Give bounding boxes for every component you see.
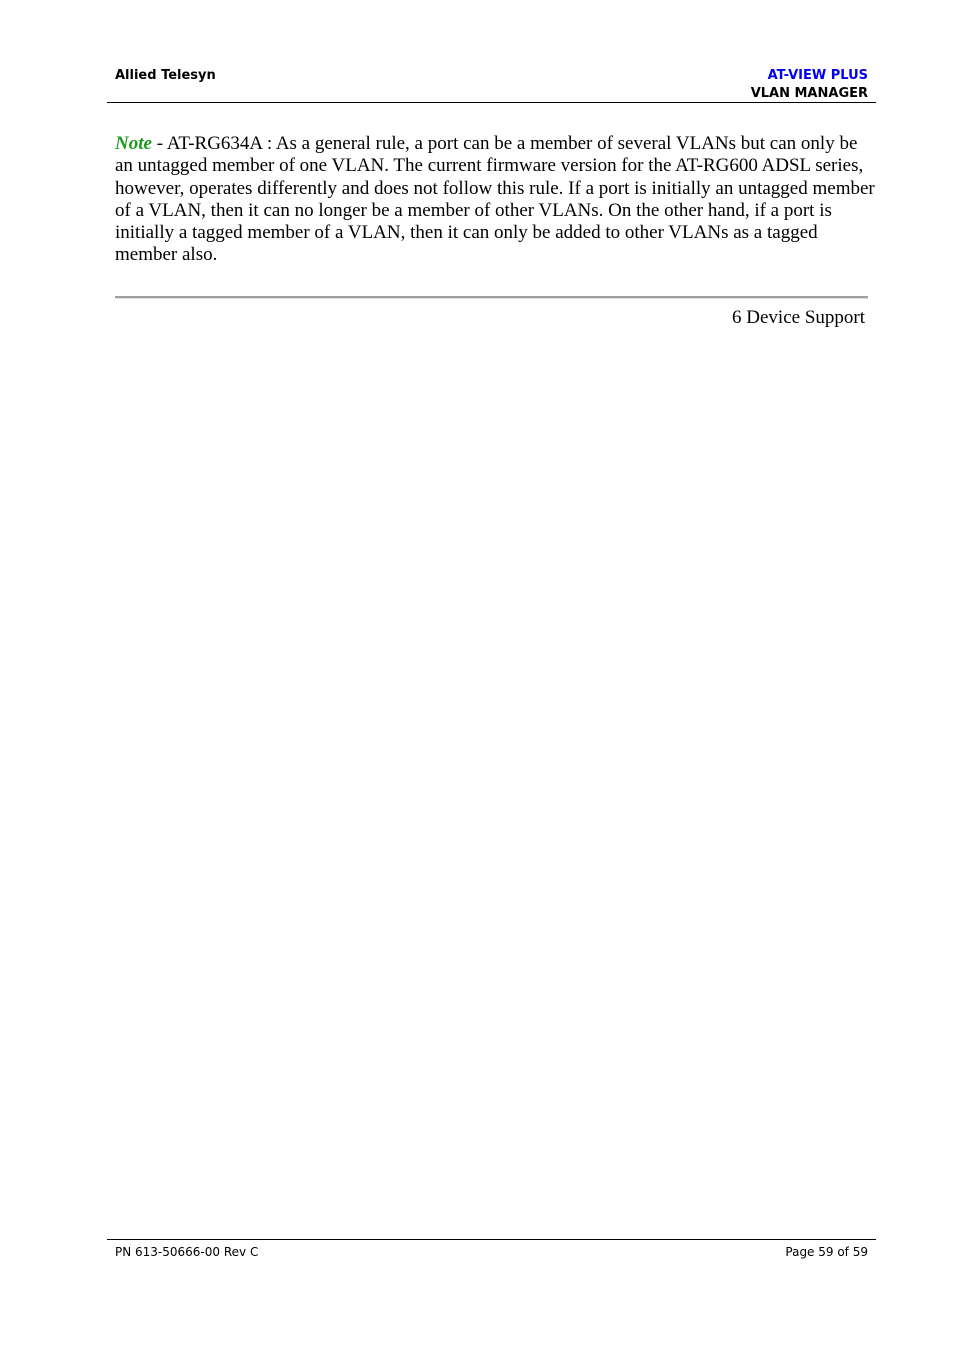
header-title-block xyxy=(751,67,868,103)
section-divider xyxy=(115,296,868,299)
header-product: AT-VIEW PLUS xyxy=(767,68,868,83)
header-divider xyxy=(107,102,876,103)
note-paragraph xyxy=(115,133,875,267)
header-company: Allied Telesyn xyxy=(115,68,216,83)
footer-page-number: Page 59 of 59 xyxy=(785,1245,868,1259)
footer-part-number: PN 613-50666-00 Rev C xyxy=(115,1245,259,1259)
section-footer-label: 6 Device Support xyxy=(732,307,865,328)
header-module: VLAN MANAGER xyxy=(750,86,868,101)
note-text: - AT-RG634A : As a general rule, a port can be a member of several VLANs but can only be an untagged member of one VLAN. The current firmware version for the AT-RG600 ADSL series, however, operates differently and does not follow this rule. If a port is initially an untagged member of a VLAN, then it can no longer be a member of other VLANs. On the other hand, if a port is initially a tagged member of a VLAN, then it can only be added to other VLANs as a tagged member also. xyxy=(115,133,875,266)
note-label: Note xyxy=(115,133,152,154)
footer-divider xyxy=(107,1239,876,1240)
